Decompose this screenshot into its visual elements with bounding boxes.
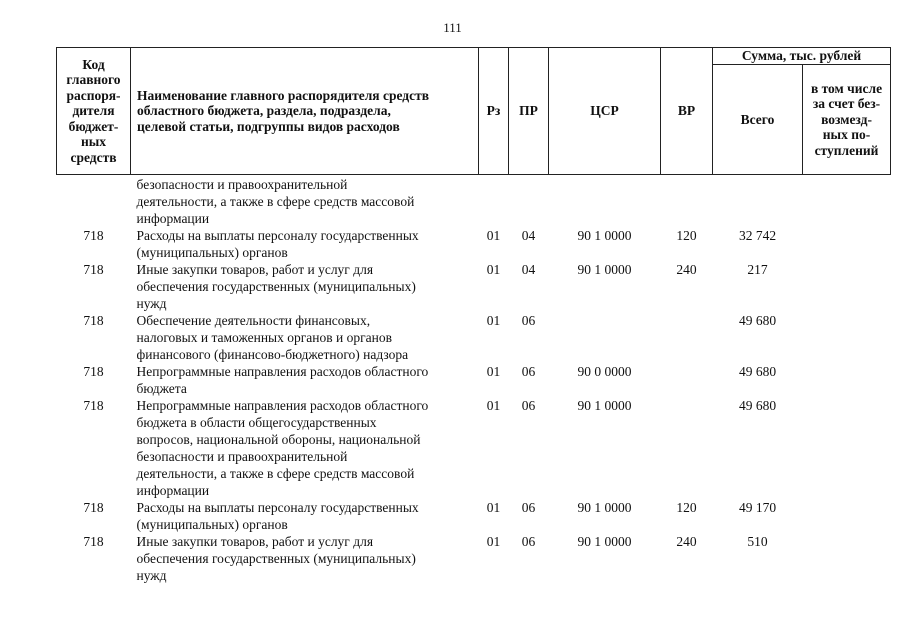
- row-name: Непрограммные направления расходов областного бюджета: [136, 364, 429, 396]
- row-vr: 240: [676, 262, 697, 277]
- row-incl: [803, 227, 891, 261]
- row-code: 718: [83, 313, 104, 328]
- page-number: 111: [443, 20, 462, 35]
- row-vr: 120: [676, 228, 697, 243]
- row-total: 49 170: [738, 500, 777, 515]
- header-vr: ВР: [661, 48, 713, 175]
- table-row: [57, 397, 891, 499]
- header-sum: Сумма, тыс. рублей: [713, 48, 891, 65]
- budget-table: [56, 47, 891, 584]
- row-rz: [479, 175, 509, 228]
- row-csr: [549, 312, 661, 363]
- row-incl: [803, 175, 891, 228]
- row-pr: 04: [521, 262, 536, 277]
- row-pr: [509, 175, 549, 228]
- row-rz: 01: [486, 534, 501, 549]
- row-name: Расходы на выплаты персоналу государственных (муниципальных) органов: [136, 500, 419, 532]
- row-name: Обеспечение деятельности финансовых, налоговых и таможенных органов и органов финансового (финансово-бюджетного) надзора: [136, 313, 409, 362]
- row-name: безопасности и правоохранительной деятельности, а также в сфере средств массовой информации: [136, 177, 415, 226]
- row-total: 510: [747, 534, 768, 549]
- row-code: 718: [83, 364, 104, 379]
- row-rz: 01: [486, 364, 501, 379]
- row-csr: [549, 175, 661, 228]
- table-row: [57, 175, 891, 228]
- header-name: Наименование главного распорядителя средств областного бюджета, раздела, подраздела, целевой статьи, подгруппы видов расходов: [131, 48, 479, 175]
- row-pr: 06: [521, 534, 536, 549]
- row-total: [713, 175, 803, 228]
- row-total: 217: [747, 262, 768, 277]
- row-pr: 06: [521, 398, 536, 413]
- row-code: 718: [83, 398, 104, 413]
- row-code: [57, 175, 131, 228]
- row-csr: 90 1 0000: [577, 228, 632, 243]
- row-rz: 01: [486, 500, 501, 515]
- row-incl: [803, 363, 891, 397]
- row-pr: 06: [521, 364, 536, 379]
- row-vr: 240: [676, 534, 697, 549]
- row-total: 49 680: [738, 364, 777, 379]
- row-rz: 01: [486, 228, 501, 243]
- row-code: 718: [83, 534, 104, 549]
- row-name: Иные закупки товаров, работ и услуг для обеспечения государственных (муниципальных) нужд: [136, 262, 416, 311]
- header-csr: ЦСР: [549, 48, 661, 175]
- row-vr: [661, 363, 713, 397]
- row-vr: 120: [676, 500, 697, 515]
- row-total: 49 680: [738, 313, 777, 328]
- row-incl: [803, 397, 891, 499]
- row-pr: 06: [521, 313, 536, 328]
- row-csr: 90 0 0000: [577, 364, 632, 379]
- header-rz: Рз: [479, 48, 509, 175]
- row-rz: 01: [486, 398, 501, 413]
- table-row: [57, 227, 891, 261]
- table-row: [57, 533, 891, 584]
- row-vr: [661, 397, 713, 499]
- header-incl: в том числе за счет без- возмезд- ных по- ступлений: [803, 65, 891, 175]
- row-name: Иные закупки товаров, работ и услуг для обеспечения государственных (муниципальных) нужд: [136, 534, 416, 583]
- row-csr: 90 1 0000: [577, 534, 632, 549]
- row-rz: 01: [486, 262, 501, 277]
- table-row: [57, 499, 891, 533]
- row-pr: 04: [521, 228, 536, 243]
- table-row: [57, 261, 891, 312]
- row-vr: [661, 312, 713, 363]
- row-incl: [803, 261, 891, 312]
- row-vr: [661, 175, 713, 228]
- table-row: [57, 363, 891, 397]
- header-pr: ПР: [509, 48, 549, 175]
- row-csr: 90 1 0000: [577, 398, 632, 413]
- row-name: Расходы на выплаты персоналу государственных (муниципальных) органов: [136, 228, 419, 260]
- row-incl: [803, 499, 891, 533]
- row-rz: 01: [486, 313, 501, 328]
- header-total: Всего: [713, 65, 803, 175]
- row-name: Непрограммные направления расходов областного бюджета в области общегосударственных вопросов, национальной обороны, национальной безопасности и правоохранительной деятельности, а также в сфере средств массовой информации: [136, 398, 429, 498]
- header-code: Код главного распоря- дителя бюджет- ных средств: [57, 48, 131, 175]
- row-incl: [803, 312, 891, 363]
- row-code: 718: [83, 228, 104, 243]
- row-pr: 06: [521, 500, 536, 515]
- row-incl: [803, 533, 891, 584]
- row-total: 49 680: [738, 398, 777, 413]
- row-code: 718: [83, 500, 104, 515]
- table-row: [57, 312, 891, 363]
- row-csr: 90 1 0000: [577, 500, 632, 515]
- row-total: 32 742: [738, 228, 777, 243]
- row-code: 718: [83, 262, 104, 277]
- row-csr: 90 1 0000: [577, 262, 632, 277]
